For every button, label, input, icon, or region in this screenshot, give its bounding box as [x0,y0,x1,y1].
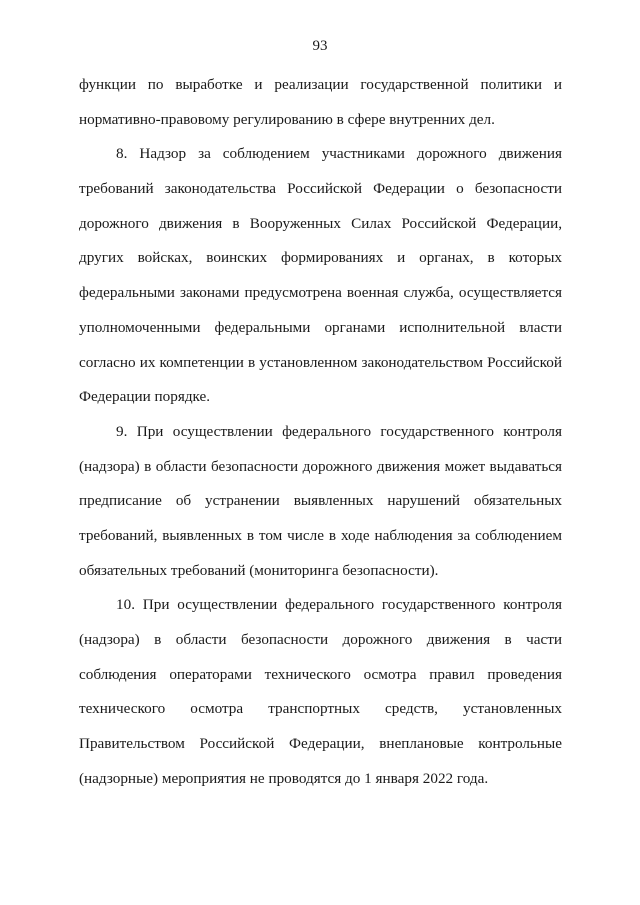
text-line: соблюдения операторами технического осмотра правил проведения [79,665,562,683]
paragraph-9 [79,415,562,588]
text-line: предписание об устранении выявленных нарушений обязательных [79,492,562,510]
document-body [79,68,562,796]
text-line: функции по выработке и реализации государственной политики и [79,76,562,93]
text-line: (надзора) в области безопасности дорожного движения в части [79,631,562,648]
page-number: 93 [312,38,328,54]
text-line: требований, выявленных в том числе в ходе наблюдения за соблюдением [79,526,562,544]
text-line: уполномоченными федеральными органами исполнительной власти [79,318,562,336]
paragraph-1 [79,68,562,137]
text-line: 8. Надзор за соблюдением участниками дорожного движения [116,145,562,163]
paragraph-8 [79,137,562,415]
text-line: дорожного движения в Вооруженных Силах Российской Федерации, [79,214,562,232]
text-line: Правительством Российской Федерации, внеплановые контрольные [79,735,562,753]
text-line: федеральными законами предусмотрена военная служба, осуществляется [79,284,562,302]
text-line: требований законодательства Российской Федерации о безопасности [79,180,562,198]
text-line: 10. При осуществлении федерального государственного контроля [116,596,562,614]
text-line: Федерации порядке. [79,388,211,406]
text-line: нормативно-правовому регулированию в сфере внутренних дел. [79,110,495,128]
text-line: согласно их компетенции в установленном законодательством Российской [79,353,562,371]
paragraph-10 [79,588,562,796]
text-line: других войсках, воинских формированиях и органах, в которых [79,249,562,267]
text-line: технического осмотра транспортных средств, установленных [79,700,562,718]
text-line: (надзорные) мероприятия не проводятся до 1 января 2022 года. [79,769,489,787]
text-line: 9. При осуществлении федерального государственного контроля [116,422,562,440]
text-line: (надзора) в области безопасности дорожного движения может выдаваться [79,457,562,475]
text-line: обязательных требований (мониторинга безопасности). [79,561,439,579]
